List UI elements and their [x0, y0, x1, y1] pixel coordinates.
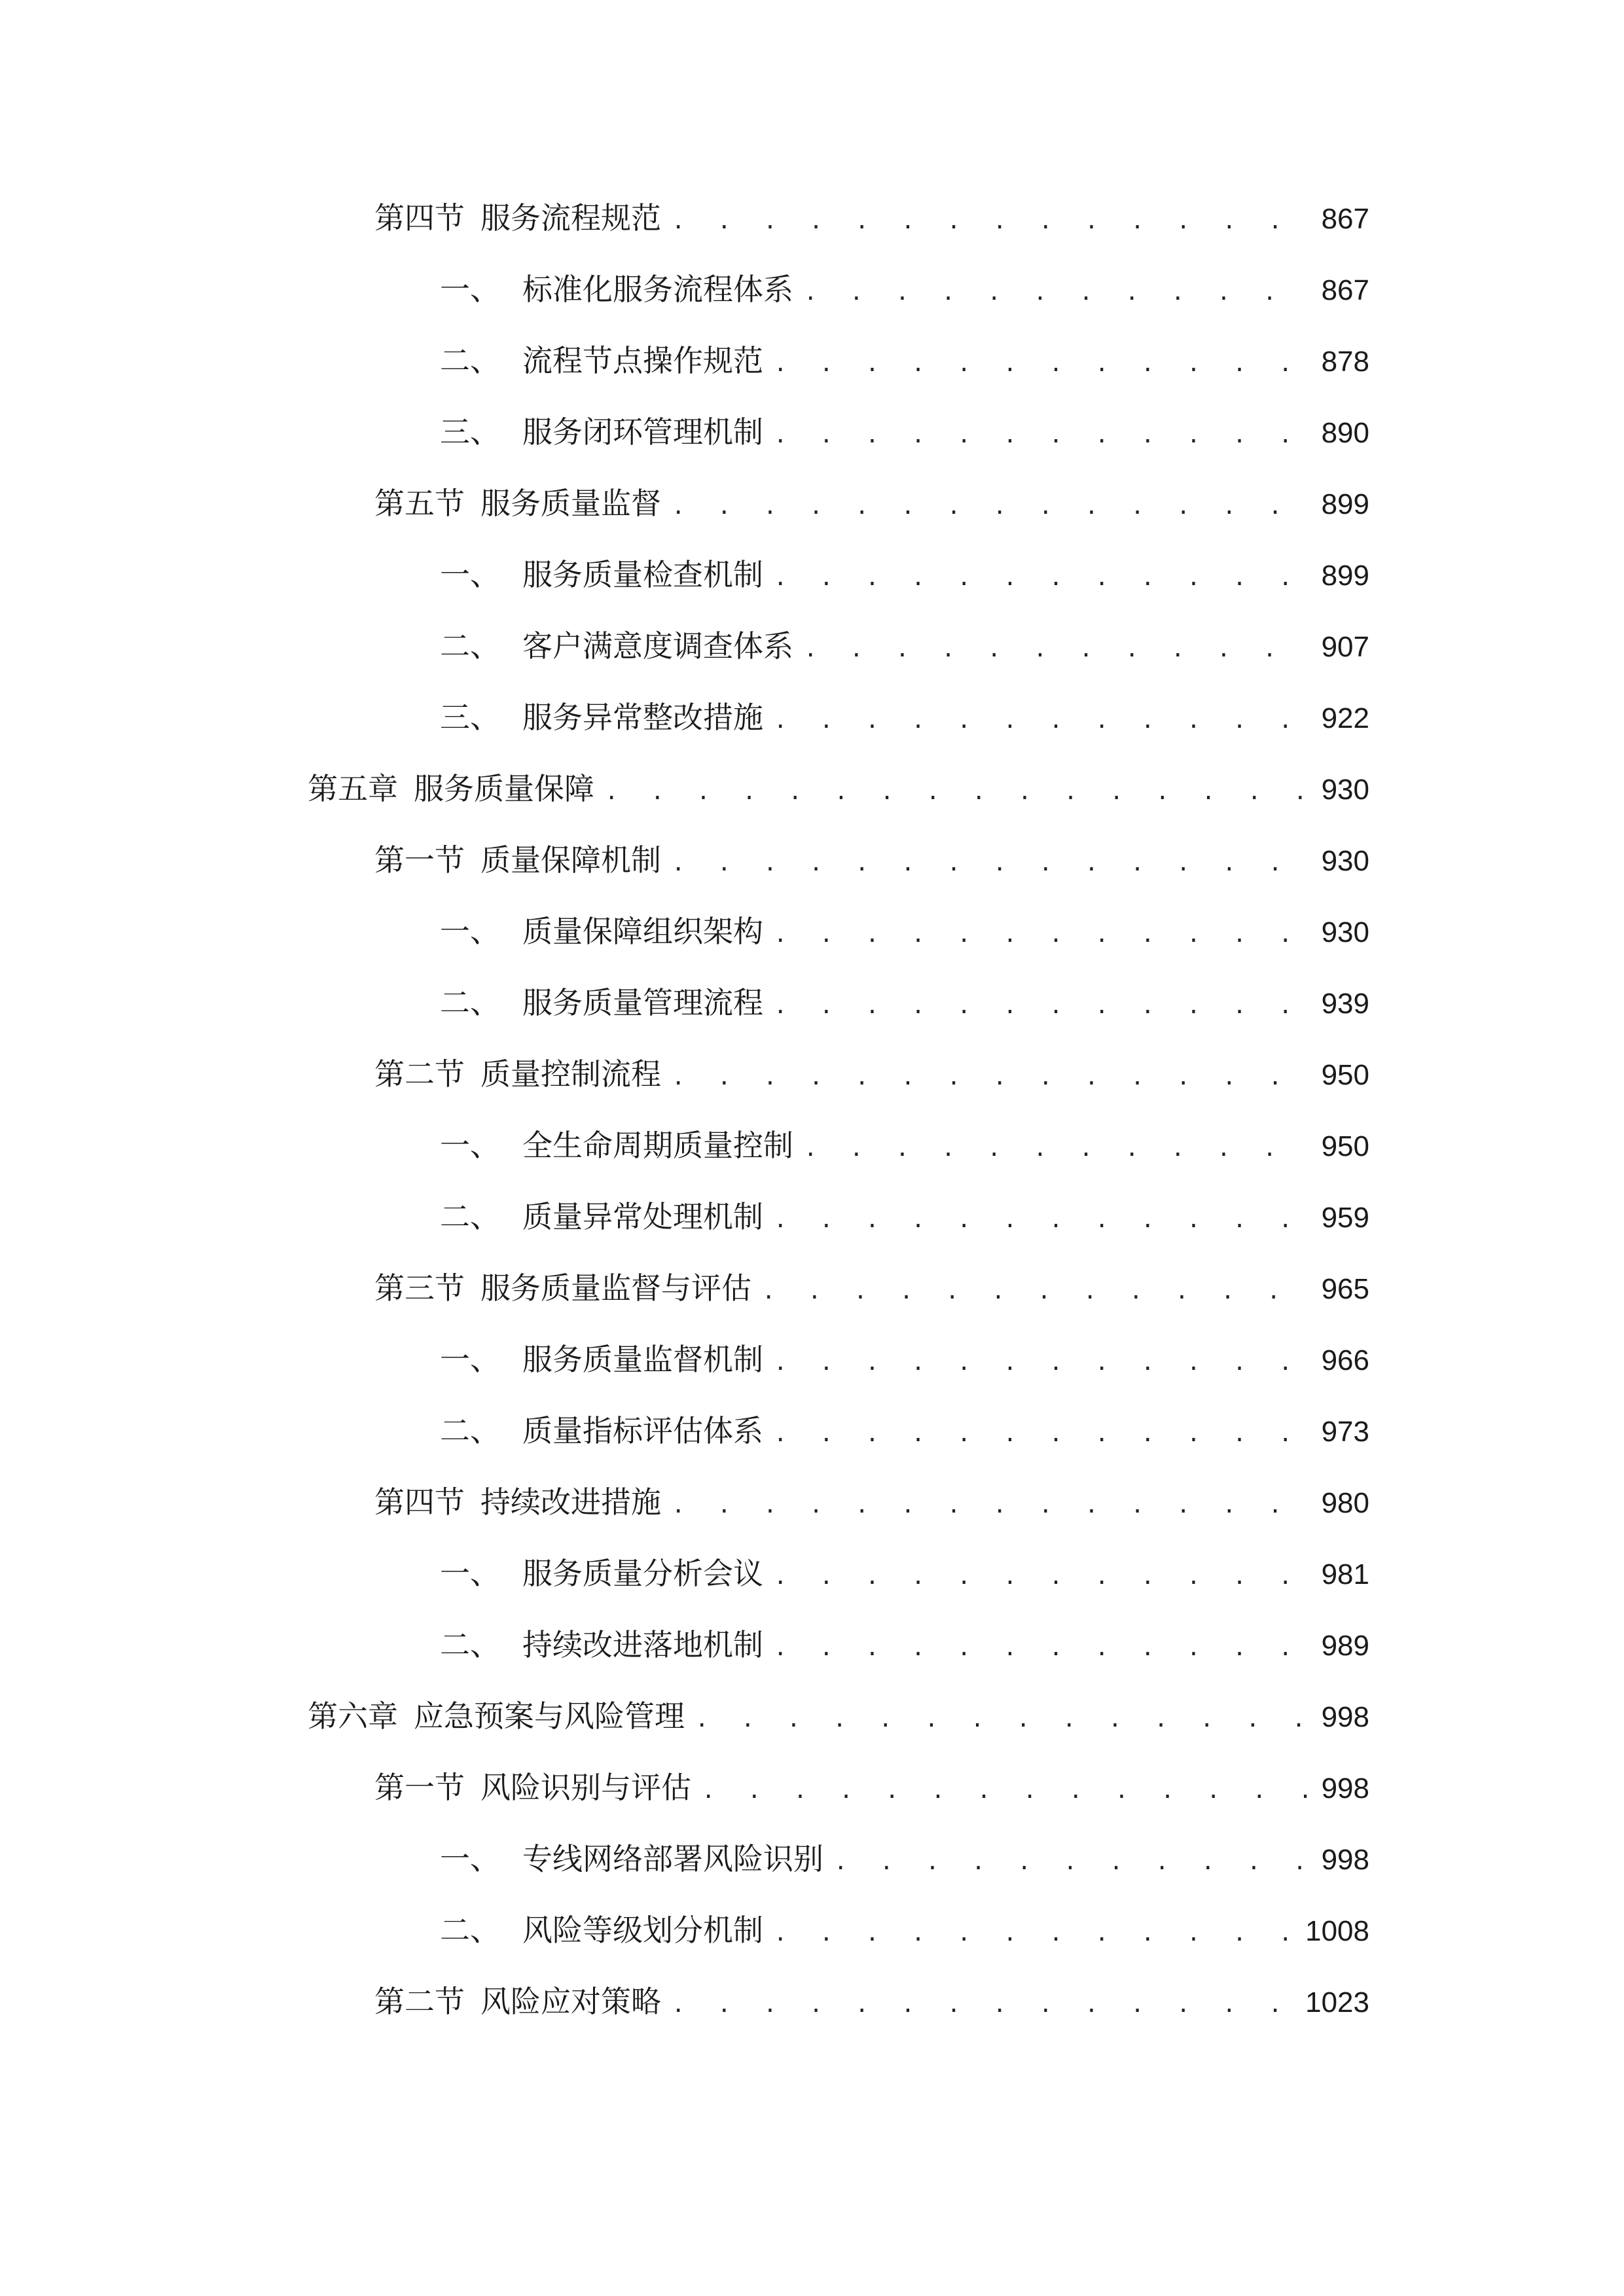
dot-leader: [774, 1336, 1310, 1389]
entry-marker: 二、: [440, 1413, 500, 1448]
entry-marker: 三、: [440, 414, 500, 450]
entry-page-number: 907: [1321, 631, 1369, 663]
dot-leader: [672, 1979, 1293, 2031]
entry-marker: 一、: [440, 1556, 500, 1591]
entry-title: 持续改进落地机制: [522, 1627, 763, 1662]
entry-title: 服务流程规范: [480, 200, 661, 236]
entry-page-number: 930: [1321, 774, 1369, 806]
entry-title: 服务闭环管理机制: [522, 414, 763, 450]
dot-leader: [774, 338, 1310, 390]
dot-leader: [804, 623, 1310, 675]
entry-page-number: 939: [1321, 988, 1369, 1020]
dot-leader: [804, 1122, 1310, 1175]
entry-page-number: 998: [1321, 1701, 1369, 1733]
dot-leader: [774, 1408, 1310, 1460]
toc-entry-section[interactable]: [374, 1262, 1369, 1314]
toc-entry-section[interactable]: [374, 477, 1369, 529]
dot-leader: [672, 1051, 1310, 1103]
entry-title: 服务质量监督: [480, 486, 661, 521]
entry-title: 风险应对策略: [480, 1984, 661, 2019]
entry-page-number: 867: [1321, 274, 1369, 306]
entry-page-number: 981: [1321, 1558, 1369, 1590]
toc-entry-section[interactable]: [374, 834, 1369, 886]
entry-marker: 一、: [440, 1128, 500, 1163]
dot-leader: [804, 266, 1310, 319]
dot-leader: [774, 1551, 1310, 1603]
entry-page-number: 899: [1321, 488, 1369, 520]
entry-marker: 二、: [440, 1627, 500, 1662]
dot-leader: [834, 1836, 1310, 1888]
entry-marker: 第一节: [374, 842, 465, 878]
dot-leader: [605, 766, 1310, 818]
dot-leader: [774, 694, 1310, 747]
entry-page-number: 867: [1321, 203, 1369, 235]
toc-entry-item[interactable]: [440, 1547, 1369, 1600]
toc-entry-item[interactable]: [440, 977, 1369, 1029]
dot-leader: [774, 1194, 1310, 1246]
dot-leader: [672, 1479, 1310, 1532]
entry-title: 质量保障机制: [480, 842, 661, 878]
entry-marker: 第六章: [308, 1698, 398, 1734]
toc-entry-item[interactable]: [440, 263, 1369, 315]
entry-title: 服务质量检查机制: [522, 557, 763, 592]
entry-page-number: 998: [1321, 1844, 1369, 1876]
dot-leader: [774, 1907, 1293, 1960]
entry-page-number: 973: [1321, 1416, 1369, 1448]
toc-entry-section[interactable]: [374, 1975, 1369, 2028]
entry-page-number: 890: [1321, 417, 1369, 449]
entry-marker: 第四节: [374, 200, 465, 236]
entry-page-number: 899: [1321, 560, 1369, 592]
dot-leader: [672, 195, 1310, 247]
entry-page-number: 930: [1321, 845, 1369, 877]
toc-entry-item[interactable]: [440, 1333, 1369, 1386]
dot-leader: [774, 1622, 1310, 1674]
entry-marker: 二、: [440, 1912, 500, 1948]
toc-entry-item[interactable]: [440, 406, 1369, 458]
entry-marker: 二、: [440, 628, 500, 664]
toc-entry-item[interactable]: [440, 1405, 1369, 1457]
toc-entry-item[interactable]: [440, 548, 1369, 601]
toc-entry-item[interactable]: [440, 905, 1369, 958]
entry-page-number: 980: [1321, 1487, 1369, 1519]
entry-marker: 一、: [440, 1342, 500, 1377]
entry-marker: 一、: [440, 1841, 500, 1876]
entry-marker: 二、: [440, 985, 500, 1020]
dot-leader: [702, 1765, 1310, 1817]
entry-title: 质量指标评估体系: [522, 1413, 763, 1448]
entry-title: 风险识别与评估: [480, 1770, 691, 1805]
entry-marker: 一、: [440, 557, 500, 592]
dot-leader: [762, 1265, 1310, 1318]
dot-leader: [672, 837, 1310, 889]
toc-entry-section[interactable]: [374, 1048, 1369, 1100]
entry-marker: 第五章: [308, 771, 398, 806]
entry-marker: 第三节: [374, 1270, 465, 1306]
entry-title: 标准化服务流程体系: [522, 272, 793, 307]
entry-marker: 二、: [440, 343, 500, 378]
entry-title: 质量控制流程: [480, 1056, 661, 1092]
entry-page-number: 922: [1321, 702, 1369, 734]
entry-page-number: 930: [1321, 916, 1369, 948]
entry-title: 服务质量保障: [414, 771, 594, 806]
entry-title: 流程节点操作规范: [522, 343, 763, 378]
entry-page-number: 998: [1321, 1772, 1369, 1804]
toc-entry-item[interactable]: [440, 1833, 1369, 1885]
entry-marker: 第二节: [374, 1984, 465, 2019]
entry-page-number: 959: [1321, 1202, 1369, 1234]
entry-title: 质量保障组织架构: [522, 914, 763, 949]
entry-page-number: 989: [1321, 1630, 1369, 1662]
entry-title: 专线网络部署风险识别: [522, 1841, 823, 1876]
toc-entry-chapter[interactable]: [308, 762, 1369, 815]
entry-page-number: 965: [1321, 1273, 1369, 1305]
toc-entry-section[interactable]: [374, 1476, 1369, 1528]
entry-marker: 一、: [440, 272, 500, 307]
dot-leader: [774, 908, 1310, 961]
entry-title: 应急预案与风险管理: [414, 1698, 685, 1734]
toc-entry-section[interactable]: [374, 192, 1369, 244]
toc-entry-item[interactable]: [440, 691, 1369, 744]
toc-entry-chapter[interactable]: [308, 1690, 1369, 1742]
entry-title: 质量异常处理机制: [522, 1199, 763, 1234]
entry-title: 持续改进措施: [480, 1484, 661, 1520]
entry-title: 服务质量分析会议: [522, 1556, 763, 1591]
entry-marker: 第四节: [374, 1484, 465, 1520]
toc-entry-item[interactable]: [440, 334, 1369, 387]
entry-marker: 二、: [440, 1199, 500, 1234]
dot-leader: [695, 1693, 1310, 1746]
entry-page-number: 966: [1321, 1344, 1369, 1376]
toc-entry-section[interactable]: [374, 1761, 1369, 1814]
entry-title: 客户满意度调查体系: [522, 628, 793, 664]
toc-entry-item[interactable]: [440, 1904, 1369, 1956]
dot-leader: [774, 980, 1310, 1032]
entry-title: 全生命周期质量控制: [522, 1128, 793, 1163]
entry-marker: 第五节: [374, 486, 465, 521]
entry-marker: 第二节: [374, 1056, 465, 1092]
toc-entry-item[interactable]: [440, 1619, 1369, 1671]
dot-leader: [774, 552, 1310, 604]
entry-page-number: 950: [1321, 1130, 1369, 1162]
entry-title: 服务质量管理流程: [522, 985, 763, 1020]
entry-marker: 一、: [440, 914, 500, 949]
entry-marker: 三、: [440, 700, 500, 735]
entry-page-number: 878: [1321, 346, 1369, 378]
entry-marker: 第一节: [374, 1770, 465, 1805]
toc-entry-item[interactable]: [440, 1191, 1369, 1243]
dot-leader: [774, 409, 1310, 461]
entry-page-number: 1023: [1305, 1986, 1369, 2018]
entry-page-number: 1008: [1305, 1915, 1369, 1947]
entry-title: 风险等级划分机制: [522, 1912, 763, 1948]
entry-title: 服务质量监督与评估: [480, 1270, 751, 1306]
entry-page-number: 950: [1321, 1059, 1369, 1091]
dot-leader: [672, 480, 1310, 533]
entry-title: 服务异常整改措施: [522, 700, 763, 735]
toc-entry-item[interactable]: [440, 1119, 1369, 1172]
toc-entry-item[interactable]: [440, 620, 1369, 672]
entry-title: 服务质量监督机制: [522, 1342, 763, 1377]
